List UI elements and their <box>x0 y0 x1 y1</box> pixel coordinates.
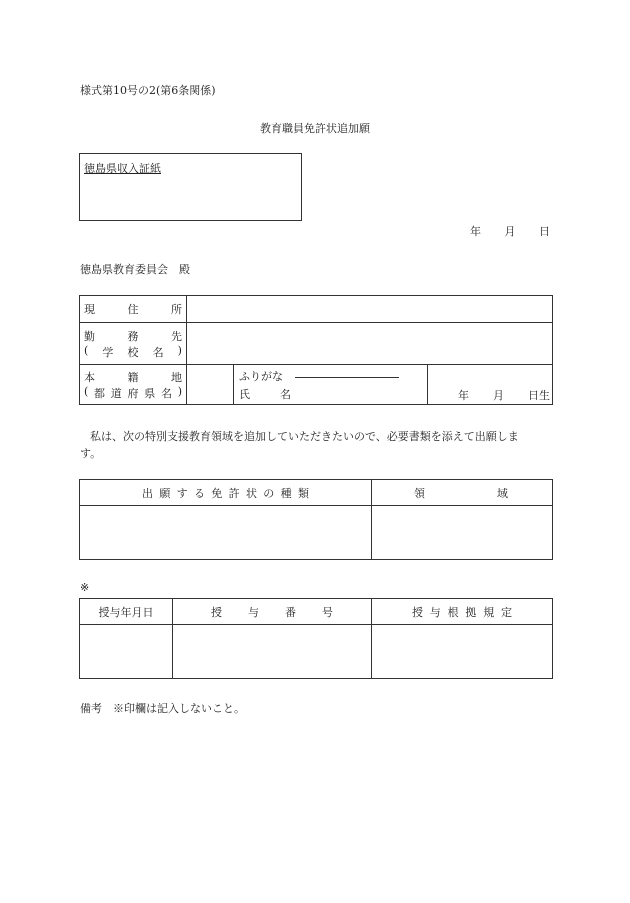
remarks: 備考 ※印欄は記入しないこと。 <box>80 702 245 715</box>
grant-date-field[interactable] <box>80 625 173 679</box>
school-label-char: ( <box>84 343 89 357</box>
grant-basis-char: 与 <box>429 605 441 619</box>
name-cell[interactable] <box>234 365 428 405</box>
address-label-char: 住 <box>127 303 139 316</box>
date-line <box>470 223 550 239</box>
statement-line-2: す。 <box>80 447 102 460</box>
form-reference: 様式第10号の2(第6条関係) <box>80 84 216 97</box>
grant-number-char: 授 <box>211 605 222 619</box>
domain-header <box>372 480 553 506</box>
license-type-field[interactable] <box>80 506 372 560</box>
birth-year: 年 <box>458 389 469 402</box>
license-header-char: の <box>263 486 275 500</box>
addressee: 徳島県教育委員会 殿 <box>80 263 190 276</box>
workplace-label-char: 務 <box>127 329 139 343</box>
furigana-underline <box>295 376 399 378</box>
domain-header-char: 域 <box>497 486 508 500</box>
grant-basis-char: 根 <box>447 605 459 619</box>
furigana-label: ふりがな <box>239 370 283 383</box>
license-header-char: 状 <box>245 486 257 500</box>
address-label-char: 現 <box>84 303 95 316</box>
domicile-label-char: 地 <box>171 370 182 384</box>
name-label-char: 氏 <box>239 388 250 401</box>
birth-month: 月 <box>493 389 504 402</box>
grant-number-char: 番 <box>285 605 296 619</box>
date-month: 月 <box>504 225 516 238</box>
birthdate-cell[interactable] <box>428 365 553 405</box>
name-label-char: 名 <box>280 388 291 401</box>
grant-basis-header <box>372 599 553 625</box>
school-label-char: ) <box>177 343 182 357</box>
school-label-char: 学 <box>102 345 114 359</box>
grant-basis-field[interactable] <box>372 625 553 679</box>
license-header-char: る <box>193 486 205 500</box>
grant-number-header <box>173 599 372 625</box>
applicant-info-table <box>79 295 553 405</box>
workplace-label-char: 先 <box>171 329 182 343</box>
school-label-char: 校 <box>127 345 139 359</box>
grant-table <box>79 598 553 679</box>
official-use-mark: ※ <box>80 581 90 594</box>
grant-basis-char: 授 <box>412 605 423 619</box>
page-title: 教育職員免許状追加願 <box>260 122 370 135</box>
date-day: 日 <box>539 225 550 238</box>
address-field[interactable] <box>187 296 553 323</box>
birth-day: 日生 <box>528 389 550 402</box>
license-header-char: 種 <box>280 486 292 500</box>
domain-header-char: 領 <box>414 486 425 500</box>
revenue-stamp-box <box>79 153 302 221</box>
domicile-field[interactable] <box>187 365 234 405</box>
date-year: 年 <box>470 225 481 238</box>
license-header-char: 免 <box>211 486 223 500</box>
prefecture-label-char: 県 <box>144 386 156 400</box>
prefecture-label-char: 名 <box>160 386 172 400</box>
school-label-char: 名 <box>152 345 164 359</box>
license-header-char: 出 <box>142 486 153 500</box>
grant-basis-char: 拠 <box>465 605 477 619</box>
grant-date-header <box>80 599 173 625</box>
license-table <box>79 479 553 560</box>
revenue-stamp-label: 徳島県収入証紙 <box>84 162 161 175</box>
license-header-char: す <box>176 486 188 500</box>
workplace-field[interactable] <box>187 323 553 365</box>
grant-number-field[interactable] <box>173 625 372 679</box>
grant-number-char: 号 <box>322 605 333 619</box>
license-type-header <box>80 480 372 506</box>
domicile-label-cell <box>80 365 187 405</box>
address-label-char: 所 <box>171 303 182 316</box>
license-header-char: 願 <box>159 486 171 500</box>
prefecture-label-char: ( <box>84 384 89 398</box>
prefecture-label-char: 都 <box>94 386 106 400</box>
domicile-label-char: 本 <box>84 370 95 384</box>
grant-number-char: 与 <box>248 605 259 619</box>
prefecture-label-char: 道 <box>110 386 122 400</box>
prefecture-label-char: ) <box>177 384 182 398</box>
grant-basis-char: 規 <box>483 605 495 619</box>
license-header-char: 許 <box>228 486 240 500</box>
domicile-label-char: 籍 <box>127 370 139 384</box>
workplace-label-cell <box>80 323 187 365</box>
domain-field[interactable] <box>372 506 553 560</box>
prefecture-label-char: 府 <box>127 386 139 400</box>
license-header-char: 類 <box>297 486 309 500</box>
statement-line-1: 私は、次の特別支援教育領域を追加していただきたいので、必要書類を添えて出願しま <box>90 430 519 443</box>
grant-date-header-text: 授与年月日 <box>98 605 154 619</box>
grant-basis-char: 定 <box>500 605 512 619</box>
address-label-cell <box>80 296 187 323</box>
workplace-label-char: 勤 <box>84 329 95 343</box>
